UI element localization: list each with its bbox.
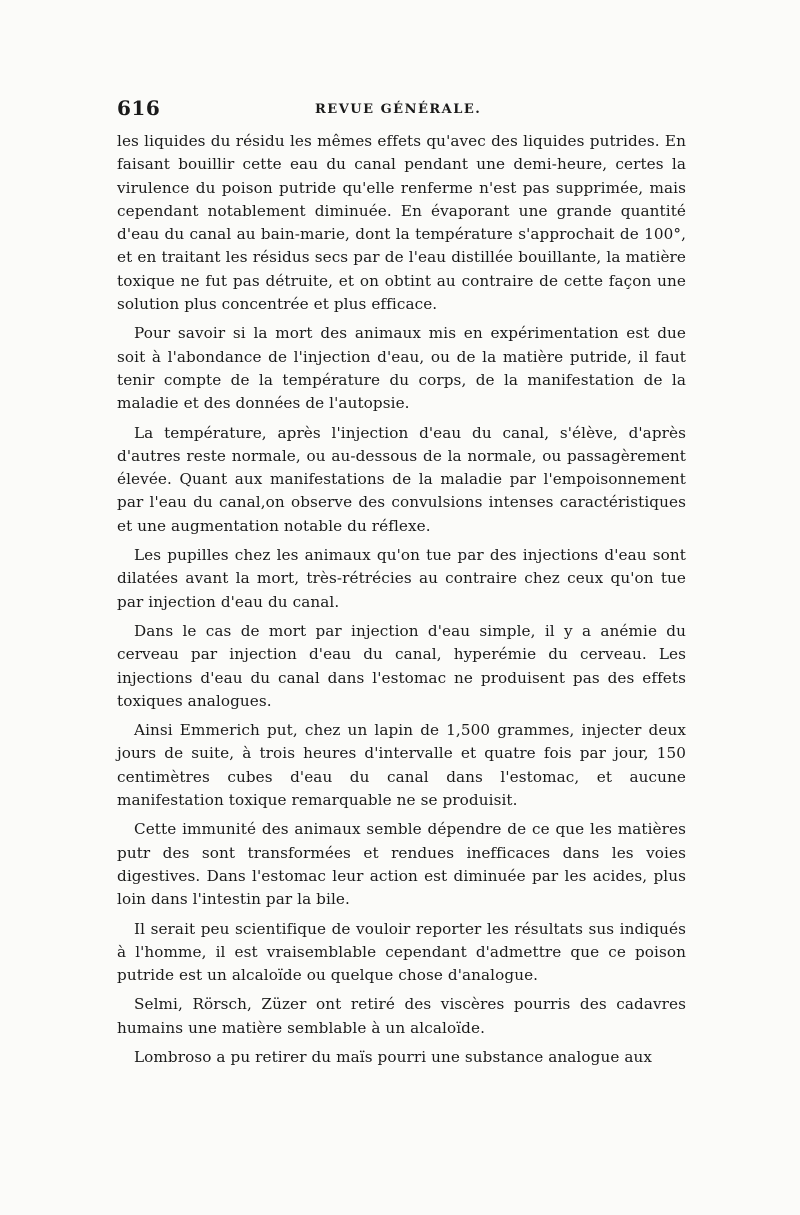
running-title: REVUE GÉNÉRALE. xyxy=(315,102,482,117)
paragraph: Cette immunité des animaux semble dépendre de ce que les matières putr des sont transformées et rendues inefficaces dans les voies digestives. Dans l'estomac leur action est diminuée par les acides, plus loin dans l'intestin par la bile. xyxy=(117,820,686,909)
page-header xyxy=(117,96,686,130)
paragraph: les liquides du résidu les mêmes effets qu'avec des liquides putrides. En faisant bouillir cette eau du canal pendant une demi-heure, certes la virulence du poison putride qu'elle renferme n'est pas supprimée, mais cependant notablement diminuée. En évaporant une grande quantité d'eau du canal au bain-marie, dont la température s'approchait de 100°, et en traitant les résidus secs par de l'eau distillée bouillante, la matière toxique ne fut pas détruite, et on obtint au contraire de cette façon une solution plus concentrée et plus efficace. xyxy=(117,132,686,314)
paragraph: Ainsi Emmerich put, chez un lapin de 1,500 grammes, injecter deux jours de suite, à trois heures d'intervalle et quatre fois par jour, 150 centimètres cubes d'eau du canal dans l'estomac, et aucune manifestation toxique remarquable ne se produisit. xyxy=(117,721,686,810)
paragraph: Selmi, Rörsch, Züzer ont retiré des viscères pourris des cadavres humains une matière semblable à un alcaloïde. xyxy=(117,995,686,1037)
paragraph: Les pupilles chez les animaux qu'on tue par des injections d'eau sont dilatées avant la mort, très-rétrécies au contraire chez ceux qu'on tue par injection d'eau du canal. xyxy=(117,546,686,611)
paragraph: Pour savoir si la mort des animaux mis en expérimentation est due soit à l'abondance de l'injection d'eau, ou de la matière putride, il faut tenir compte de la température du corps, de la manifestation de la maladie et des données de l'autopsie. xyxy=(117,324,686,413)
paragraph: La température, après l'injection d'eau du canal, s'élève, d'après d'autres reste normale, ou au-dessous de la normale, ou passagèrement élevée. Quant aux manifestations de la maladie par l'empoisonnement par l'eau du canal,on observe des convulsions intenses caractéristiques et une augmentation notable du réflexe. xyxy=(117,423,686,535)
paragraph: Lombroso a pu retirer du maïs pourri une substance analogue aux xyxy=(134,1047,653,1066)
paragraph: Dans le cas de mort par injection d'eau simple, il y a anémie du cerveau par injection d'eau du canal, hyperémie du cerveau. Les injections d'eau du canal dans l'estomac ne produisent pas des effets toxiques analogues. xyxy=(117,621,686,710)
body-text xyxy=(117,130,686,1069)
document-page xyxy=(117,96,686,1075)
page-number: 616 xyxy=(117,96,161,120)
paragraph: Il serait peu scientifique de vouloir reporter les résultats sus indiqués à l'homme, il est vraisemblable cependant d'admettre que ce poison putride est un alcaloïde ou quelque chose d'analogue. xyxy=(117,919,686,985)
